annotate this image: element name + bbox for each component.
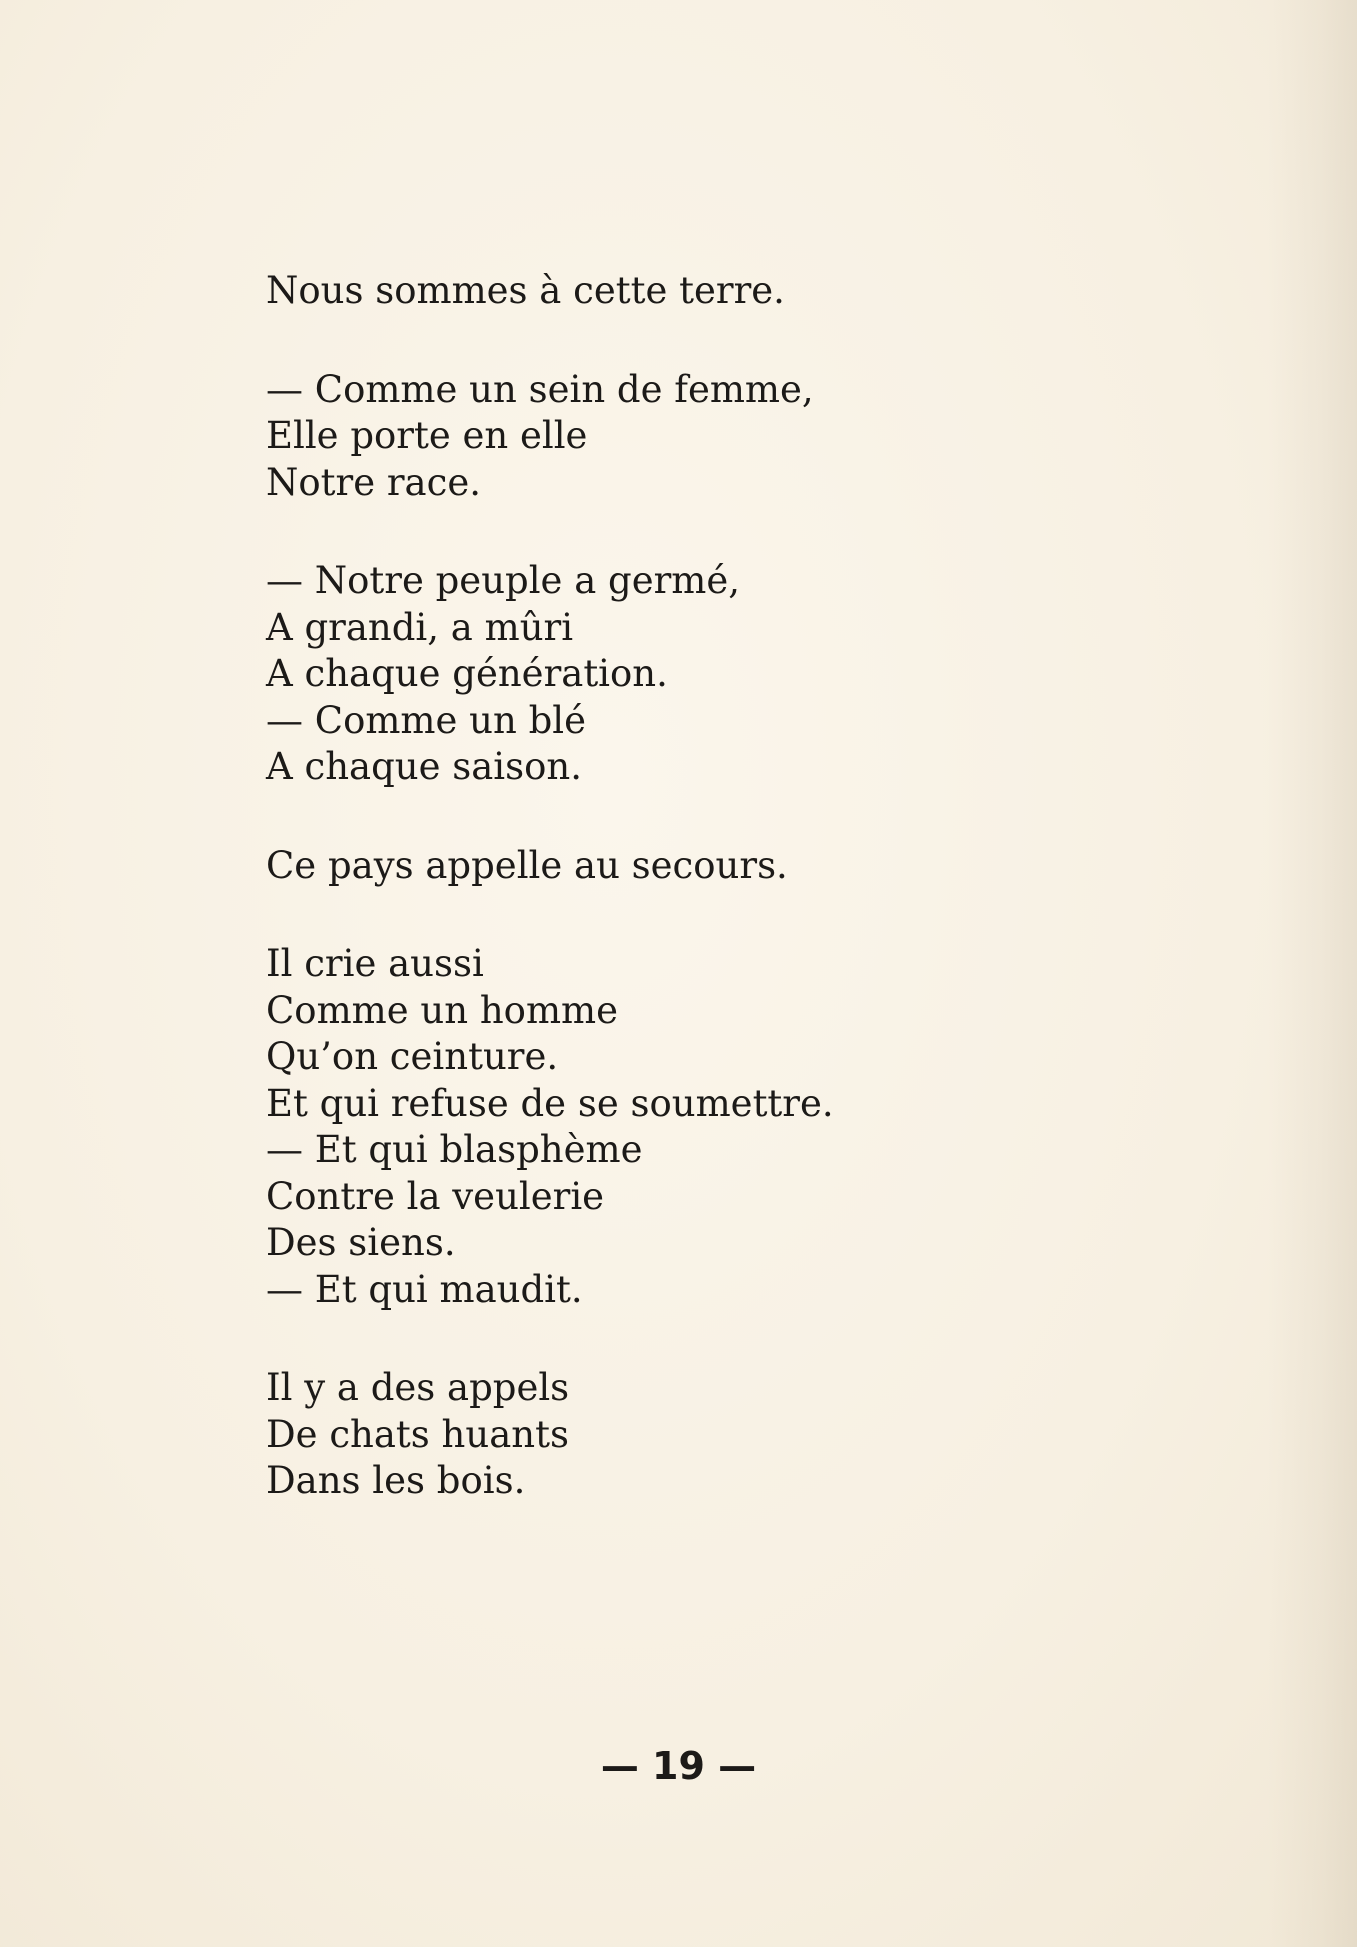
poem-line: Des siens.	[266, 1221, 456, 1264]
poem-line: — Comme un blé	[266, 698, 587, 742]
poem-line: Nous sommes à cette terre.	[266, 269, 785, 312]
stanza-1	[266, 268, 1166, 315]
poem-line: De chats huants	[266, 1412, 569, 1456]
poem-line: Dans les bois.	[266, 1459, 526, 1502]
poem-line: Qu’on ceinture.	[266, 1035, 559, 1078]
poem-line: A chaque saison.	[266, 745, 582, 788]
poem-text	[266, 268, 1166, 1557]
poem-line: — Et qui blasphème	[266, 1128, 643, 1171]
stanza-5	[266, 941, 1166, 1313]
stanza-4	[266, 843, 1166, 890]
poem-line: Contre la veulerie	[266, 1174, 605, 1218]
poem-line: — Comme un sein de femme,	[266, 367, 814, 411]
poem-line: Il crie aussi	[266, 942, 484, 985]
poem-line: Elle porte en elle	[266, 414, 588, 457]
page-edge-shadow	[1267, 0, 1357, 1947]
poem-line: Et qui refuse de se soumettre.	[266, 1081, 834, 1125]
poem-line: A chaque génération.	[266, 652, 668, 695]
poem-line: Ce pays appelle au secours.	[266, 843, 788, 887]
poem-line: Il y a des appels	[266, 1366, 570, 1409]
poem-line: Comme un homme	[266, 988, 619, 1032]
stanza-2	[266, 367, 1166, 507]
poem-line: Notre race.	[266, 460, 481, 504]
poem-line: A grandi, a mûri	[266, 605, 574, 649]
stanza-6	[266, 1365, 1166, 1505]
page-number: — 19 —	[600, 1744, 757, 1788]
stanza-3	[266, 558, 1166, 791]
poem-line: — Notre peuple a germé,	[266, 559, 741, 602]
poem-line: — Et qui maudit.	[266, 1267, 583, 1311]
